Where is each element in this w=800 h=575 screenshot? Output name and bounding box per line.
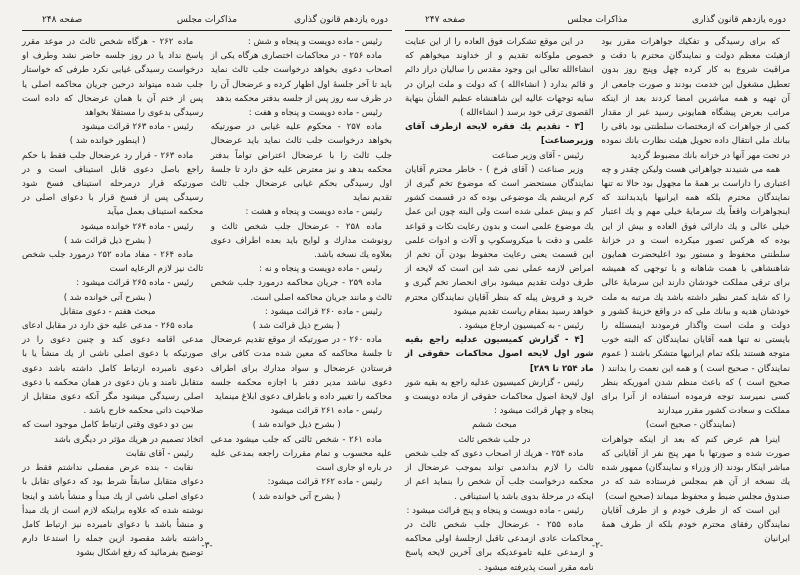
page-footer-number: -۲- bbox=[591, 541, 604, 551]
centered-note: ( اینطور خوانده شد ) bbox=[69, 136, 146, 147]
paragraph: اینرا هم عرض کنم که بعد از اینکه جواهرات صورت شده و صورتها با مهر پنج نفر از آقایانی که مباشر اینکار بودند (از وزراء و نمایندگان) ممهور شده یك نسخه از آن هم بمجلس فرستاده شد که در صندوق مجلس ضبط و محفوظ میماند (صحیح است) bbox=[601, 434, 790, 502]
centered-note: ( بشرح ذیل قرائت شد ) bbox=[252, 321, 340, 332]
text-columns bbox=[405, 35, 790, 573]
speaker-line: رئیس - ماده ۲۶۰ قرائت میشود : bbox=[264, 306, 382, 317]
column-left bbox=[22, 35, 204, 559]
speaker-line: رئیس - ماده ۲۶۱ قرائت میشود bbox=[270, 406, 382, 417]
paragraph: ماده ۲۶۰ - در صورتیکه از موقع تقدیم عرضحال تا جلسهٔ محاکمه که معین شده مدت کافی برای فرستادن عرضحال و سواد مدارك برای اطراف دعوی نباشد مدیر دفتر با اجازه محکمه جلسه محاکمه را تغییر داده و باطراف دعوی ابلاغ مینماید bbox=[210, 335, 392, 403]
centered-note: مبحث هفتم - دعوی متقابل bbox=[59, 306, 156, 317]
column-right bbox=[211, 35, 392, 537]
paragraph: ماده ۲۵۵ - عرضحال جلب شخص ثالث در محاکمات عادی ازمدعی تاقبل ازجلسهٔ اولی محاکمه و ازمدعی علیه تاموعدیکه برای آخرین لایحه پاسخ نامه مقرر است پذیرفته میشود . bbox=[405, 519, 594, 573]
page-number: صفحه ۲۴۷ bbox=[425, 15, 466, 25]
paragraph: ماده ۲۶۴ - مفاد ماده ۲۵۲ درمورد جلب شخص ثالث نیز لازم الرعایه است bbox=[22, 250, 204, 275]
speaker-line: رئیس - ماده ۲۶۲ قرائت میشود: bbox=[267, 477, 382, 488]
paragraph: ماده ۲۶۵ - مدعی علیه حق دارد در مقابل ادعای مدعی اقامه دعوی کند و چنین دعوی را در صورتیکه با دعوی اصلی ناشی از یك منشأ یا با دعوی نامبرده ارتباط کامل داشته باشد دعوی متقابل نامند و بان دعوی در همان محکمه با دعوی اصلی رسیدگی میشود مگر آنکه دعوی متقابل از صلاحیت ذاتی محکمه خارج باشد . bbox=[22, 321, 204, 417]
centered-note: ( بشرح آتی خوانده شد ) bbox=[252, 491, 341, 502]
paragraph: ماده ۲۶۱ - شخص ثالثی که جلب میشود مدعی علیه محسوب و تمام مقررات راجعه بمدعی علیه در باره او جاری است bbox=[210, 434, 392, 474]
centered-note: ( بشرح ذیل خوانده شد ) bbox=[252, 420, 341, 431]
page-number: صفحه ۲۴۸ bbox=[42, 15, 83, 25]
text-columns bbox=[22, 35, 392, 559]
speaker-line: رئیس - ماده دویست و پنجاه و نه : bbox=[259, 264, 382, 275]
paragraph: که برای رسیدگی و تفکیك جواهرات مقرر بود ازهیئت معظم دولت و نمایندگان محترم با دقت و مراقبت شروع به کار کرده چهل وپنج روز بدون تعطیل مشغول این خدمت بودند و صورت جامعی از آن تهیه و همه مباشرین امضا کردند بعد از اینکه مراتب بعرض پیشگاه همایونی رسید غیر از مقدار کمی از جواهرات که ازمختصات سلطنتی بود باقی را ببانك ملی انتقال داده تحویل هیئت نظارت بانك نموده در تحت مهر آنها در خزانه بانك مضبوط گردید bbox=[601, 37, 790, 161]
speaker-line: رئیس - ماده دویست و پنجاه و هفت : bbox=[248, 108, 382, 119]
paragraph: ماده ۲۵۷ - محکوم علیه غیابی در صورتیکه بخواهد درخواست جلب ثالث نماید باید عرضحال جلب ثالث را با عرضحال اعتراض تواماً بدفتر محکمه بدهد و نیز معترض علیه حق دارد تا جلسهٔ اول رسیدگی بحکم غیابی عرضحال جلب ثالث تقدیم نماید bbox=[210, 122, 392, 204]
speaker-line: رئیس - به کمیسیون ارجاع میشود . bbox=[458, 321, 584, 332]
paragraph: نقابت - بنده عرض مفصلی نداشتم فقط در دعوای متقابل سابقاً شرط بود که دعوای تقابل با دعوای اصلی ناشی از یك مبدأ و منشأ باشد و اینجا نوشته شده که علاوه براینکه لازم است از یك مبدأ و منشأ باشد با دعوای نامبرده نیز ارتباط کامل داشته باشد مقصود ازین جمله را استدعا دارم توضیح بفرمائید که رفع اشکال بشود bbox=[22, 463, 204, 559]
column-right bbox=[601, 35, 790, 545]
page-footer-number: -۳- bbox=[201, 541, 213, 551]
speaker-line: رئیس - آقای نقابت bbox=[125, 448, 194, 459]
running-header bbox=[22, 10, 392, 31]
paragraph: ماده ۲۶۳ - قرار رد عرضحال جلب فقط با حکم راجع باصل دعوی قابل استیناف است و در صورتیکه قرار درمرحله استیناف فسخ شود رسیدگی پس از فسخ قرار با دعوای اصلی در محکمه استیناف بعمل میآید bbox=[22, 150, 204, 218]
publication-title: مذاکرات مجلس bbox=[176, 15, 238, 25]
column-left bbox=[405, 35, 594, 573]
section-heading: [۴ - گزارش کمیسیون عدلیه راجع بقیه شور اول لایحه اصول محاکمات حقوقی از ماد ۲۵۴ تا ۲۸۹] bbox=[405, 335, 594, 374]
speaker-line: رئیس - ماده ۲۶۵ قرائت میشود : bbox=[76, 278, 194, 289]
paragraph: در این موقع تشکرات فوق العاده را از این عنایت خصوص ملوکانه تقدیم و از خداوند میخواهم که انشاءالله تعالی این وجود مقدس را سالیان دراز دائم و قائم بدارد ( انشاءالله ) که دولت و ملت ایران در سایه توجهات عالیه این شاهنشاه عظیم الشأن بنهایة القصوی ترقی خود برسد ( انشاءالله ) bbox=[405, 37, 594, 119]
paragraph: ماده ۲۵۴ - هریك از اصحاب دعوی که جلب شخص ثالث را لازم بداندمی تواند بموجب عرضحال از محکمه درخواست جلب آن شخص را بنماید اعم از اینکه در مرحلهٔ بدوی باشد یا استینافی . bbox=[405, 448, 594, 502]
paragraph: این است که از طرف خودم و از طرف آقایان نمایندگان رفقای محترم خودم بلکه از طرف همهٔ ایرانیان bbox=[601, 505, 790, 545]
centered-note: ( بشرح ذیل قرائت شد ) bbox=[64, 235, 152, 246]
paragraph: ماده ۲۶۲ - هرگاه شخص ثالث در موعد مقرر پاسخ نداد یا در روز جلسه حاضر نشد وطرف او درخواست رسیدگی غیابی نکرد طرفی که خواستار جلب شده میتواند درحین جریان محاکمه اصلی یا پس از ختم آن با همان عرضحال که داده است رسیدگی بدعوی را مستقلا بخواهد bbox=[22, 37, 204, 119]
page-247 bbox=[405, 0, 790, 571]
paragraph: ماده ۲۵۶ - در محاکمات اختصاری هرگاه یکی از اصحاب دعوی بخواهد درخواست جلب ثالث نماید باید تا آخر جلسهٔ اول اظهار کرده و عرضحال آن را در ظرف سه روز پس از جلسه بدفتر محکمه بدهد bbox=[210, 51, 392, 104]
section-heading: [۳ - تقدیم یك فقره لایحه ازطرف آقای وزیرصناعت] bbox=[405, 122, 594, 147]
speaker-line: رئیس - آقای وزیر صناعت bbox=[492, 150, 584, 161]
paragraph: ماده ۲۵۸ - عرضحال جلب شخص ثالث و رونوشت مدارك و لوایح باید بعده اطراف دعوی بعلاوه یك نسخه باشد. bbox=[210, 221, 392, 261]
paragraph: بین دو دعوی وقتی ارتباط کامل موجود است که اتخاذ تصمیم در هریك مؤثر در دیگری باشد bbox=[22, 420, 204, 445]
speaker-line: رئیس - ماده دویست و پنجاه و شش : bbox=[247, 37, 382, 47]
centered-note: (نمایندگان - صحیح است) bbox=[645, 420, 736, 431]
centered-note: ( بشرح آتی خوانده شد ) bbox=[63, 292, 152, 303]
centered-note: مبحث ششم bbox=[472, 420, 517, 431]
paragraph: ماده ۲۵۹ - جریان محاکمه درمورد جلب شخص ثالث و مانند جریان محاکمه اصلی است. bbox=[210, 278, 392, 303]
paragraph: رئیس - گزارش کمیسیون عدلیه راجع به بقیه شور اول لایحهٔ اصول محاکمات حقوقی از ماده دویست و پنجاه و چهار قرائت میشود : bbox=[405, 377, 594, 417]
speaker-line: رئیس - ماده ۲۶۴ خوانده میشود bbox=[80, 221, 194, 232]
publication-title: مذاکرات مجلس bbox=[567, 15, 628, 25]
paragraph: همه می شنیدند جواهراتی هست ولیکن چقدر و چه اعتباری را داراست بر همهٔ ما مجهول بود حالا نه تنها نمایندگان محترم بلکه همه ایرانیها بایدبدانند که اینجواهرات واقعاً یك سرمایهٔ خیلی مهم و یك اعتبار خیلی عالی و یك دارائی فوق العاده و بیش از این بوده که هرکس تصور میکرده است و در خزانهٔ سلطنتی محفوظ و مستور بود اعلیحضرت همایون شاهنشاهی با همت شاهانه و با توجهی که همیشه برای ترقی مملکت خودشان دارند این سرمایهٔ عالی را که شاید کمتر نظیر داشته باشد یك مرتبه به ملت خودشان هدیه و ببانك ملی که در واقع خزینهٔ کشور و دولت و ملت است واگذار فرمودند اینمسئله را بایستی نه تنها همه آقایان نمایندگان که البته خوب متوجه هستند بلکه تمام ایرانیها متشکر باشند ( عموم نمایندگان - صحیح است ) و همه این نعمت را بدانند ( صحیح است ) که باعث منظم شدن اموریکه بنظر کسی نمیرسد توجه فرموده استفاده از آنرا برای مملکت و سعادت کشور مقرر میدارند bbox=[601, 164, 790, 417]
paragraph: وزیر صناعت ( آقای فرخ ) - خاطر محترم آقایان نمایندگان مستحضر است که موضوع تخم گیری از کرم ابریشم یك موضوعی بوده که در قسمت کشور کم و بیش عملی شده است ولی البته چون این عمل یك موضوع علمی است و بدون رعایت نکات و قواعد علمی و دقت با میکروسکوپ و آلات و ادوات علمی این قسمت یعنی رعایت محفوظ بودن آن تخم از امراض لازمه عملی نمی شد این است که لایحه از طرف دولت تقدیم میشود برای انحصار تخم گیری و خرید و فروش پیله که بنظر آقایان نمایندگان محترم خواهد رسید بمقام ریاست تقدیم میشود bbox=[405, 164, 594, 317]
session-label: دوره یازدهم قانون گذاری bbox=[691, 15, 786, 25]
session-label: دوره یازدهم قانون گذاری bbox=[293, 15, 388, 25]
speaker-line: رئیس - ماده دویست و پنجاه و هشت : bbox=[245, 207, 382, 218]
centered-note: در جلب شخص ثالث bbox=[458, 434, 531, 445]
running-header bbox=[405, 10, 790, 31]
speaker-line: رئیس - ماده دویست و پنجاه و پنج قرائت میشود : bbox=[406, 505, 584, 516]
page-248 bbox=[22, 0, 392, 571]
speaker-line: رئیس - ماده ۲۶۳ قرائت میشود bbox=[81, 122, 194, 133]
